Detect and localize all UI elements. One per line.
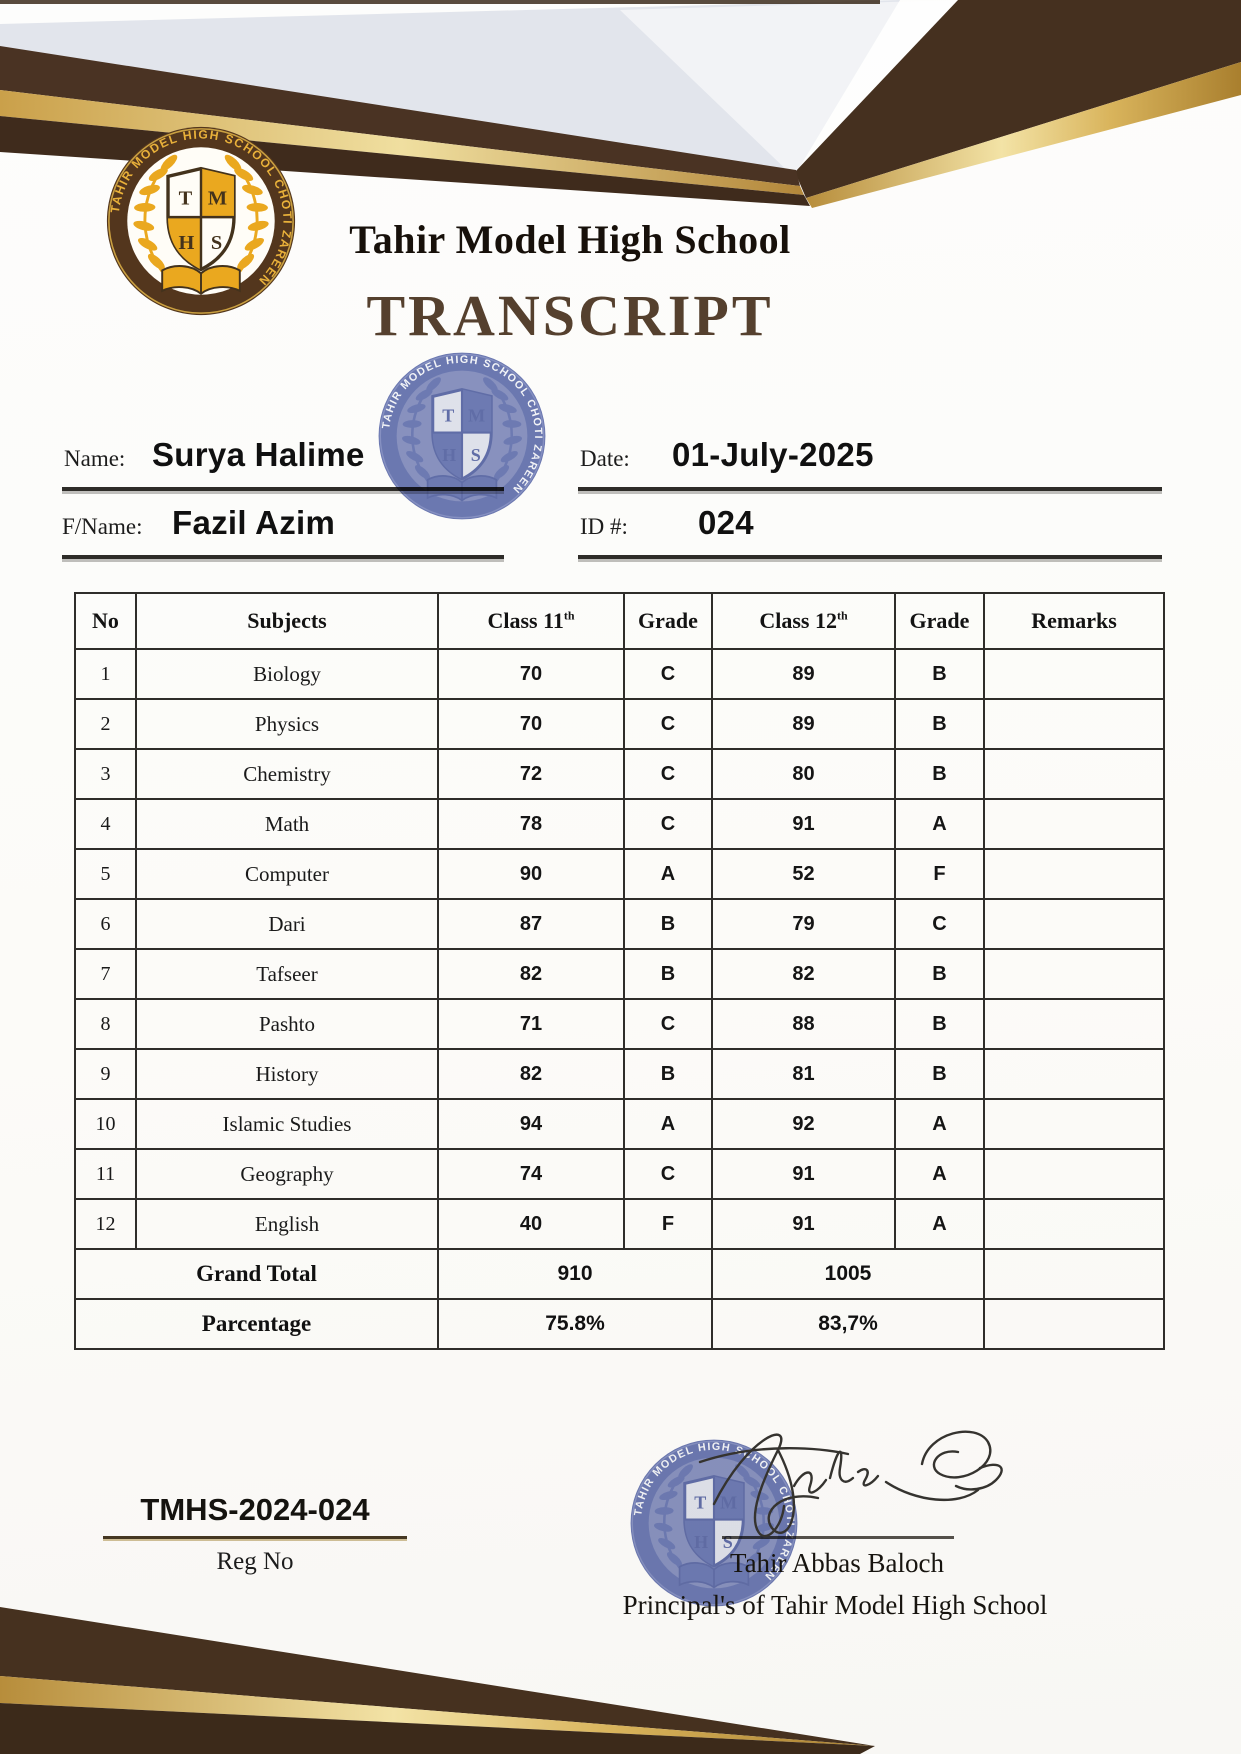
row-remarks (984, 899, 1164, 949)
row-no: 2 (75, 699, 136, 749)
header-class11-text: Class 11 (487, 608, 564, 633)
row-grade2: B (895, 1049, 984, 1099)
row-grade2: B (895, 749, 984, 799)
row-grade1: F (624, 1199, 712, 1249)
row-class12-marks: 91 (712, 799, 895, 849)
row-subject: Tafseer (136, 949, 438, 999)
row-subject: Pashto (136, 999, 438, 1049)
name-value: Surya Halime (152, 436, 365, 473)
row-class11-marks: 87 (438, 899, 624, 949)
percentage-remarks (984, 1299, 1164, 1349)
grand-total-class11: 910 (438, 1249, 712, 1299)
principal-title: Principal's of Tahir Model High School (622, 1590, 1048, 1620)
row-no: 3 (75, 749, 136, 799)
row-grade2: B (895, 649, 984, 699)
row-remarks (984, 749, 1164, 799)
row-remarks (984, 1049, 1164, 1099)
row-class12-marks: 89 (712, 699, 895, 749)
row-no: 6 (75, 899, 136, 949)
header-class11-sup: th (563, 608, 575, 623)
header-class11 (438, 593, 624, 649)
table-row (75, 899, 1164, 949)
row-grade1: C (624, 699, 712, 749)
father-name-underline (62, 555, 504, 559)
row-subject: Physics (136, 699, 438, 749)
row-class12-marks: 92 (712, 1099, 895, 1149)
row-remarks (984, 1099, 1164, 1149)
row-class11-marks: 82 (438, 949, 624, 999)
row-grade1: C (624, 749, 712, 799)
row-grade2: F (895, 849, 984, 899)
row-class12-marks: 91 (712, 1199, 895, 1249)
reg-no-underline (103, 1536, 407, 1539)
row-class11-marks: 40 (438, 1199, 624, 1249)
school-name: Tahir Model High School (349, 217, 791, 262)
row-class12-marks: 79 (712, 899, 895, 949)
row-grade2: C (895, 899, 984, 949)
table-row (75, 999, 1164, 1049)
header-class12 (712, 593, 895, 649)
row-class11-marks: 78 (438, 799, 624, 849)
row-no: 10 (75, 1099, 136, 1149)
percentage-label: Parcentage (75, 1299, 438, 1349)
principal-name: Tahir Abbas Baloch (729, 1548, 945, 1578)
row-grade2: A (895, 1099, 984, 1149)
header-grade1: Grade (624, 593, 712, 649)
row-subject: Math (136, 799, 438, 849)
grand-total-class12: 1005 (712, 1249, 984, 1299)
marks-table-wrap (74, 592, 1165, 1350)
grand-total-row (75, 1249, 1164, 1299)
id-underline (578, 555, 1162, 559)
row-class12-marks: 88 (712, 999, 895, 1049)
row-no: 12 (75, 1199, 136, 1249)
row-class11-marks: 74 (438, 1149, 624, 1199)
percentage-row (75, 1299, 1164, 1349)
marks-table (74, 592, 1165, 1350)
row-remarks (984, 1149, 1164, 1199)
marks-table-body (75, 649, 1164, 1249)
row-remarks (984, 699, 1164, 749)
header-remarks: Remarks (984, 593, 1164, 649)
row-class11-marks: 70 (438, 649, 624, 699)
row-grade1: C (624, 799, 712, 849)
row-subject: Islamic Studies (136, 1099, 438, 1149)
document-title: TRANSCRIPT (366, 283, 774, 348)
grand-total-remarks (984, 1249, 1164, 1299)
row-no: 9 (75, 1049, 136, 1099)
row-no: 8 (75, 999, 136, 1049)
bottom-ribbon-decoration (0, 1604, 1241, 1754)
row-class11-marks: 94 (438, 1099, 624, 1149)
row-grade2: B (895, 949, 984, 999)
table-row (75, 1099, 1164, 1149)
row-no: 7 (75, 949, 136, 999)
row-subject: Geography (136, 1149, 438, 1199)
row-subject: Computer (136, 849, 438, 899)
table-row (75, 1149, 1164, 1199)
row-remarks (984, 799, 1164, 849)
row-grade1: B (624, 949, 712, 999)
date-label: Date: (580, 446, 630, 471)
row-subject: Biology (136, 649, 438, 699)
header-class12-text: Class 12 (759, 608, 837, 633)
row-remarks (984, 649, 1164, 699)
father-name-label: F/Name: (62, 514, 143, 539)
row-remarks (984, 1199, 1164, 1249)
table-row (75, 649, 1164, 699)
percentage-class12: 83,7% (712, 1299, 984, 1349)
row-class11-marks: 82 (438, 1049, 624, 1099)
table-row (75, 749, 1164, 799)
header-grade2: Grade (895, 593, 984, 649)
table-row (75, 949, 1164, 999)
row-remarks (984, 849, 1164, 899)
row-no: 11 (75, 1149, 136, 1199)
row-subject: History (136, 1049, 438, 1099)
row-class11-marks: 72 (438, 749, 624, 799)
header-subjects: Subjects (136, 593, 438, 649)
table-row (75, 849, 1164, 899)
row-class11-marks: 71 (438, 999, 624, 1049)
row-grade1: A (624, 849, 712, 899)
date-value: 01-July-2025 (672, 436, 874, 473)
row-class11-marks: 70 (438, 699, 624, 749)
date-underline (578, 487, 1162, 491)
row-no: 5 (75, 849, 136, 899)
percentage-class11: 75.8% (438, 1299, 712, 1349)
row-remarks (984, 999, 1164, 1049)
table-row (75, 1049, 1164, 1099)
row-grade2: B (895, 699, 984, 749)
watermark-stamp-top (376, 350, 548, 522)
row-grade2: A (895, 1199, 984, 1249)
row-remarks (984, 949, 1164, 999)
row-grade1: C (624, 1149, 712, 1199)
row-grade2: A (895, 799, 984, 849)
row-subject: English (136, 1199, 438, 1249)
table-header-row (75, 593, 1164, 649)
reg-no-label: Reg No (216, 1548, 294, 1575)
row-no: 1 (75, 649, 136, 699)
row-no: 4 (75, 799, 136, 849)
father-name-value: Fazil Azim (172, 504, 336, 541)
row-class12-marks: 89 (712, 649, 895, 699)
row-grade1: C (624, 999, 712, 1049)
row-grade2: A (895, 1149, 984, 1199)
id-value: 024 (698, 504, 754, 541)
row-class12-marks: 82 (712, 949, 895, 999)
table-row (75, 1199, 1164, 1249)
table-row (75, 699, 1164, 749)
principal-signature (690, 1406, 1020, 1556)
table-row (75, 799, 1164, 849)
header-no: No (75, 593, 136, 649)
row-grade1: A (624, 1099, 712, 1149)
id-label: ID #: (580, 514, 628, 539)
row-grade2: B (895, 999, 984, 1049)
row-class12-marks: 52 (712, 849, 895, 899)
reg-no-value: TMHS-2024-024 (140, 1492, 370, 1527)
row-class12-marks: 81 (712, 1049, 895, 1099)
row-grade1: C (624, 649, 712, 699)
row-class12-marks: 91 (712, 1149, 895, 1199)
row-grade1: B (624, 899, 712, 949)
row-class12-marks: 80 (712, 749, 895, 799)
name-label: Name: (64, 446, 126, 471)
row-subject: Chemistry (136, 749, 438, 799)
row-grade1: B (624, 1049, 712, 1099)
row-subject: Dari (136, 899, 438, 949)
grand-total-label: Grand Total (75, 1249, 438, 1299)
school-logo (104, 124, 298, 318)
row-class11-marks: 90 (438, 849, 624, 899)
header-class12-sup: th (836, 608, 848, 623)
